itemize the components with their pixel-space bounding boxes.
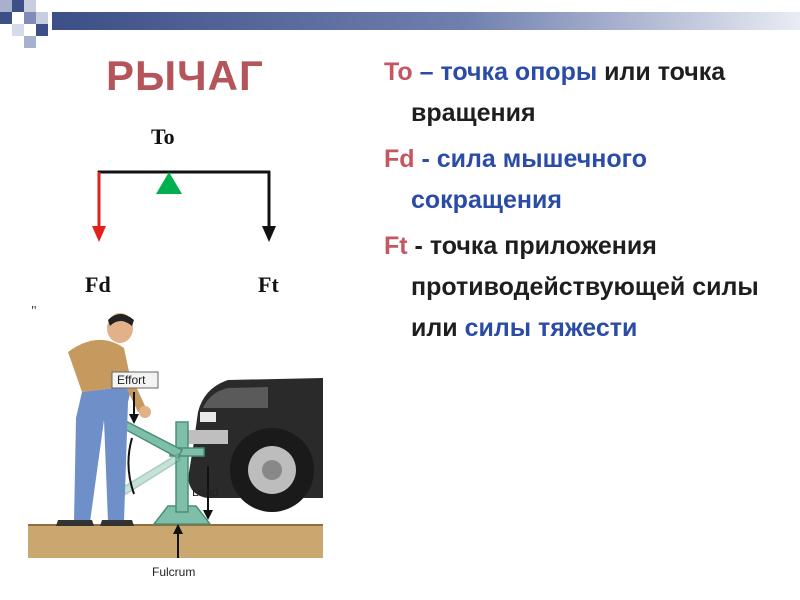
right-force-arrow-head — [262, 226, 276, 242]
definition-text: или точка вращения — [411, 58, 726, 127]
pivot-triangle — [156, 172, 182, 194]
effort-label: Effort — [117, 373, 146, 387]
slide-title: РЫЧАГ — [106, 52, 264, 99]
definition-text: - точка приложения противодействующей силы или — [407, 232, 759, 342]
definition-fd — [384, 139, 789, 221]
fulcrum-label: Fulcrum — [152, 565, 196, 579]
left-force-arrow-head — [92, 226, 106, 242]
definition-term: Fd — [384, 145, 415, 173]
definition-ft — [384, 226, 789, 349]
definition-text: – точка опоры — [412, 58, 598, 86]
header-decoration — [0, 0, 800, 48]
car-jack-illustration — [28, 308, 323, 583]
stray-mark: " — [31, 304, 37, 319]
definition-text: силы тяжести — [464, 314, 638, 342]
definition-text: - сила мышечного сокращения — [411, 145, 647, 214]
lever-diagram — [60, 150, 300, 260]
effort-force-label: Fd — [85, 272, 111, 297]
definition-term: To — [384, 58, 413, 86]
load-label: Load — [192, 485, 219, 499]
definitions-list — [384, 52, 789, 354]
definition-term: Ft — [384, 232, 408, 260]
definition-to — [384, 52, 789, 134]
man-icon — [56, 313, 151, 526]
pivot-label: To — [151, 124, 175, 149]
load-force-label: Ft — [258, 272, 279, 297]
